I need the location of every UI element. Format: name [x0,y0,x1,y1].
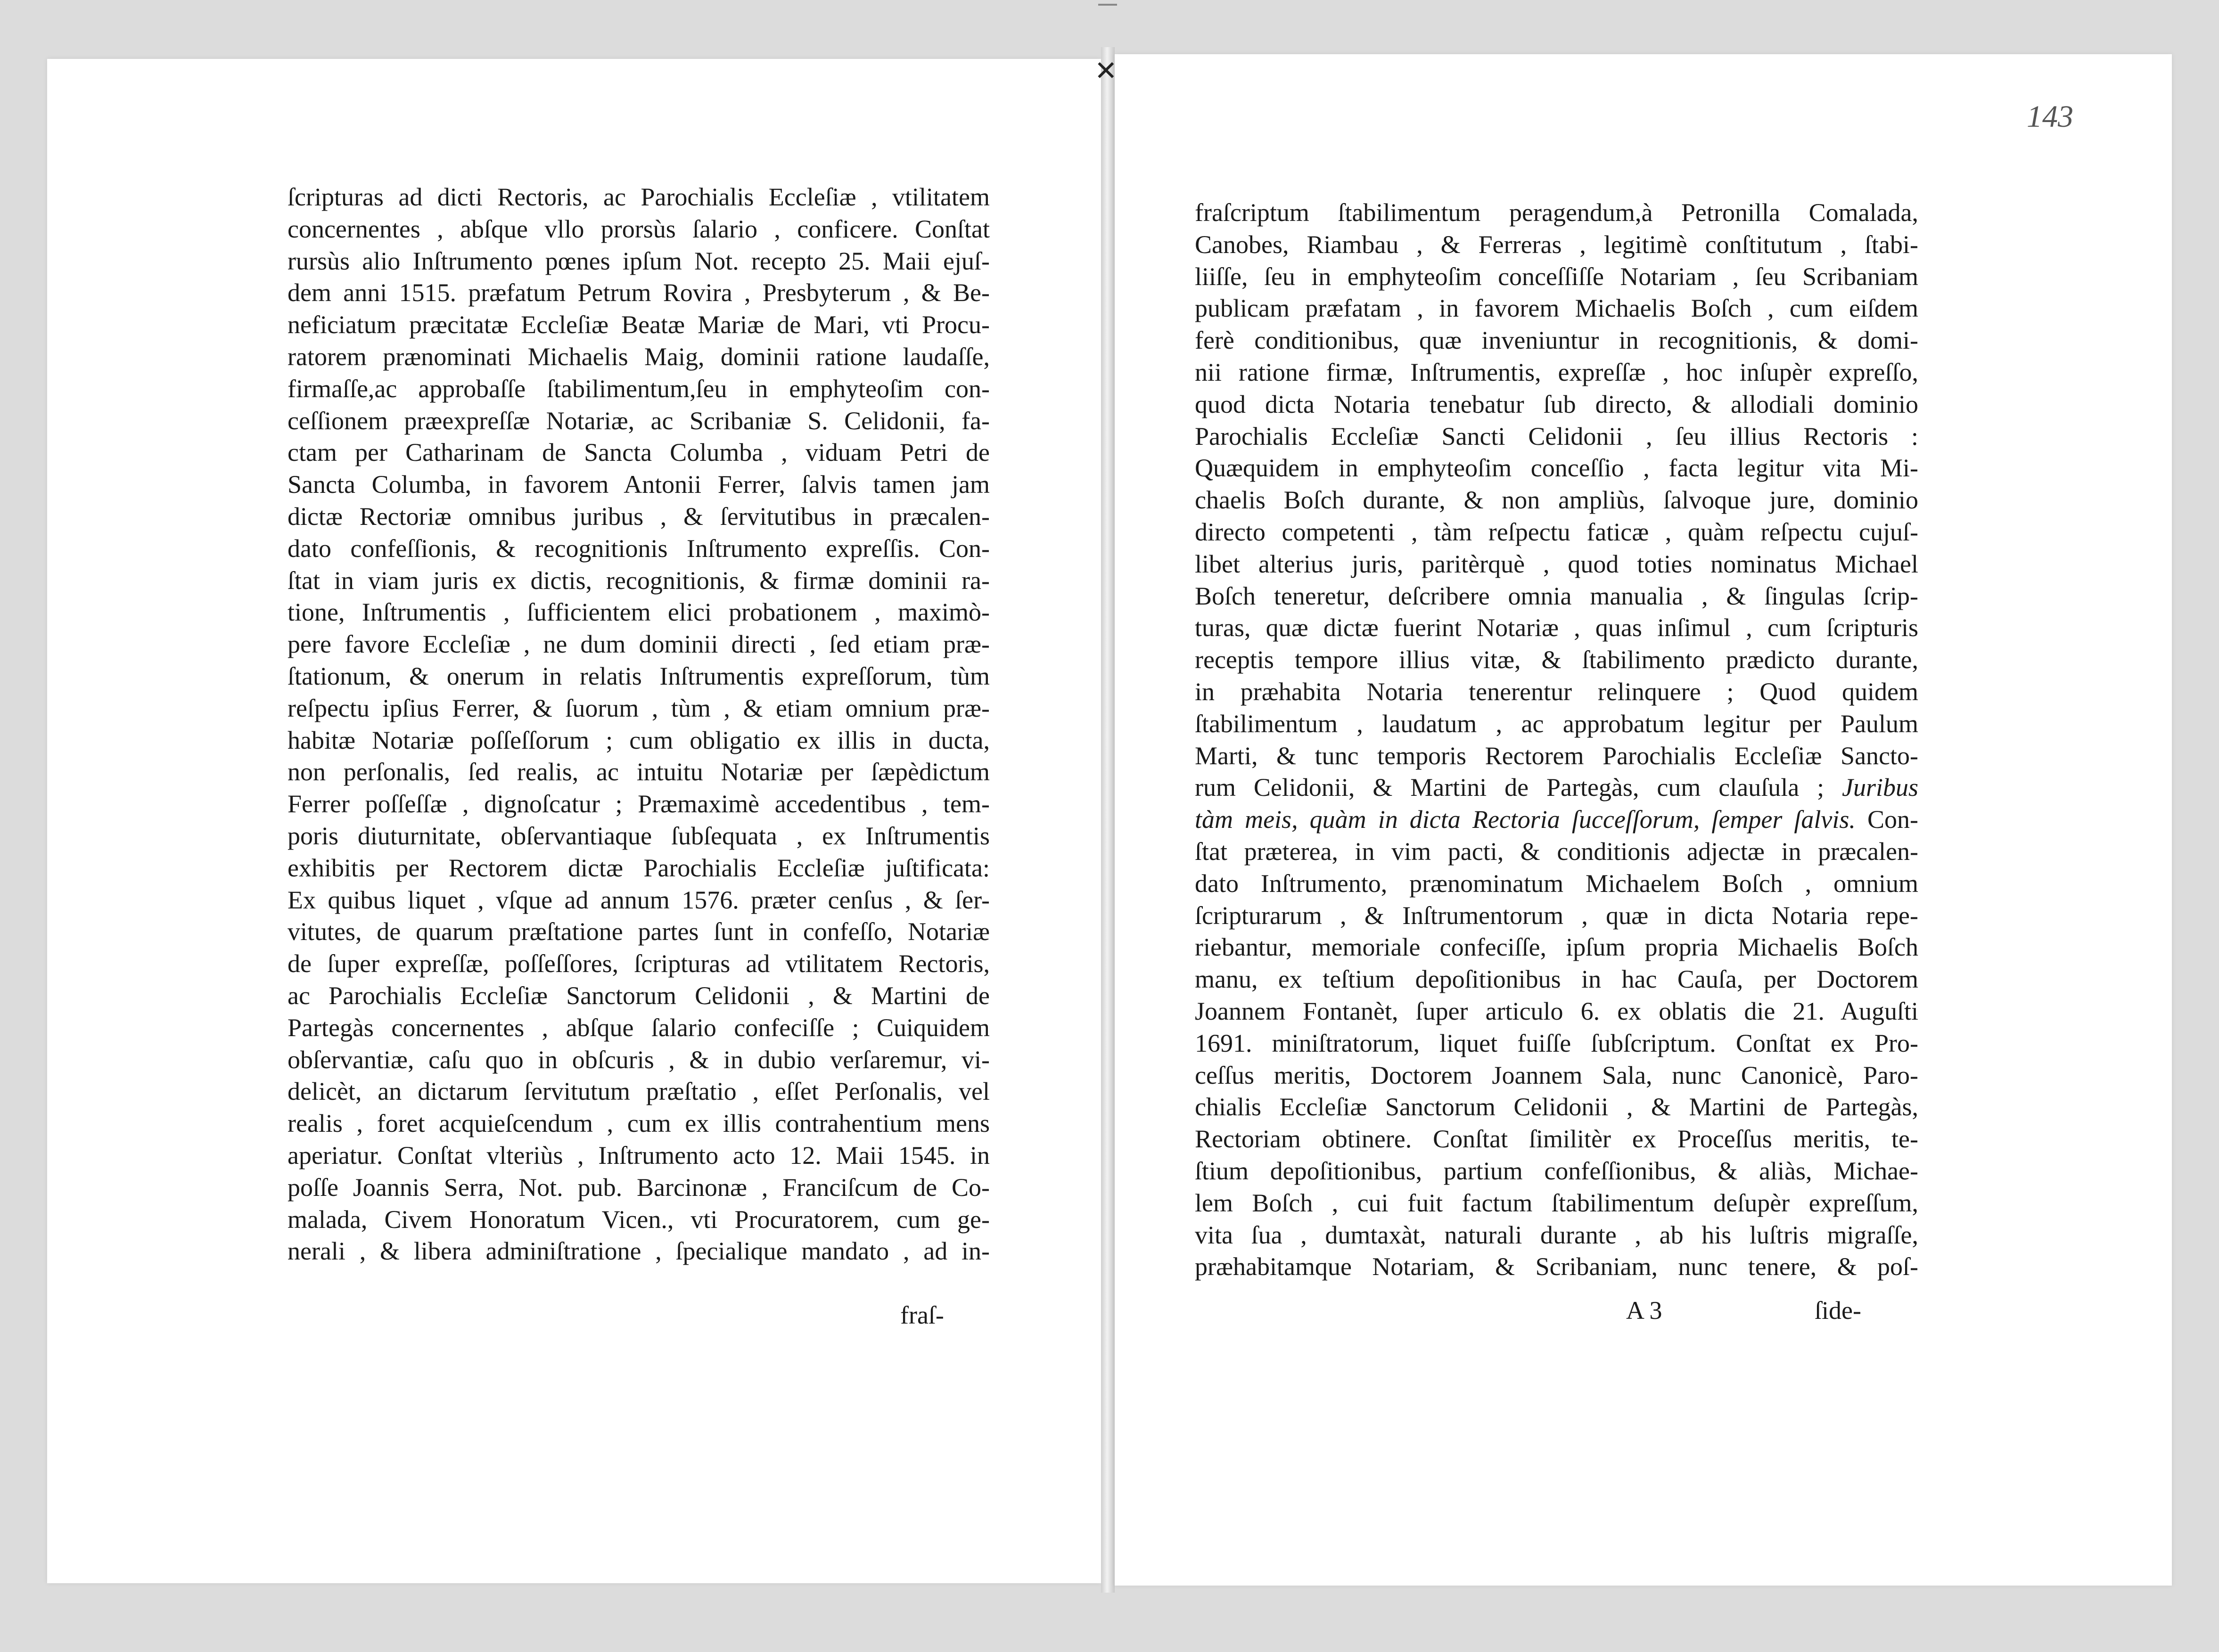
text-line: dato confeſſionis, & recognitionis Inſtrumento expreſſis. Con- [288,534,990,563]
text-line: vitutes, de quarum præſtatione partes ſunt in confeſſo, Notariæ [288,917,990,946]
text-line: Marti, & tunc temporis Rectorem Parochialis Eccleſiæ Sancto- [1195,741,1918,770]
text-line: libet alterius juris, paritèrquè , quod toties nominatus Michael [1195,549,1918,578]
text-line: firmaſſe,ac approbaſſe ſtabilimentum,ſeu in emphyteoſim con- [288,374,990,403]
binding-thread-mark: ✕ [1094,56,1118,86]
text-line-segment: Con- [1867,805,1919,834]
text-line: ctam per Catharinam de Sancta Columba , viduam Petri de [288,438,990,467]
text-line [1195,772,1918,804]
text-line: ac Parochialis Eccleſiæ Sanctorum Celidonii , & Martini de [288,981,990,1010]
text-line: receptis tempore illius vitæ, & ſtabilimento prædicto durante, [1195,646,1918,674]
text-line: in præhabita Notaria tenerentur relinquere ; Quod quidem [1195,677,1918,706]
signature-mark: A 3 [1626,1296,1662,1325]
text-line: præhabitamque Notariam, & Scribaniam, nunc tenere, & poſ- [1195,1252,1918,1281]
text-line: Rectoriam obtinere. Conſtat ſimilitèr ex Proceſſus meritis, te- [1195,1125,1918,1153]
text-line: reſpectu ipſius Ferrer, & ſuorum , tùm , & etiam omnium præ- [288,694,990,722]
italic-quote-start: Juribus [1842,773,1919,802]
text-line: ſcripturas ad dicti Rectoris, ac Parochialis Eccleſiæ , vtilitatem [288,183,990,211]
top-edge-mark [1098,4,1117,6]
text-line: ſtium depoſitionibus, partium confeſſionibus, & aliàs, Michae- [1195,1156,1918,1185]
left-page-text [288,181,990,1268]
text-line: Ex quibus liquet , vſque ad annum 1576. præter cenſus , & ſer- [288,885,990,914]
text-line: habitæ Notariæ poſſeſſorum ; cum obligatio ex illis in ducta, [288,726,990,754]
text-line: delicèt, an dictarum ſervitutum præſtatio , eſſet Perſonalis, vel [288,1077,990,1106]
text-line: Joannem Fontanèt, ſuper articulo 6. ex oblatis die 21. Auguſti [1195,997,1918,1025]
text-line: Quæquidem in emphyteoſim conceſſio , facta legitur vita Mi- [1195,454,1918,483]
text-line: ratorem prænominati Michaelis Maig, dominii ratione laudaſſe, [288,342,990,371]
text-line: Partegàs concernentes , abſque ſalario confeciſſe ; Cuiquidem [288,1013,990,1042]
text-line: concernentes , abſque vllo prorsùs ſalario , conficere. Conſtat [288,214,990,243]
right-page-text [1195,197,1918,1283]
text-line: fraſcriptum ſtabilimentum peragendum,à Petronilla Comalada, [1195,198,1918,227]
text-line: ferè conditionibus, quæ inveniuntur in recognitionis, & domi- [1195,326,1918,355]
catchword-right: ſide- [1815,1296,1861,1325]
text-line: obſervantiæ, caſu quo in obſcuris , & in dubio verſaremur, vi- [288,1045,990,1074]
text-line: vita ſua , dumtaxàt, naturali durante , ab his luſtris migraſſe, [1195,1220,1918,1249]
text-line: chialis Eccleſiæ Sanctorum Celidonii , & Martini de Partegàs, [1195,1093,1918,1121]
text-line: ſtat in viam juris ex dictis, recognitionis, & firmæ dominii ra- [288,566,990,595]
text-line: dictæ Rectoriæ omnibus juribus , & ſervitutibus in præcalen- [288,502,990,531]
text-line: aperiatur. Conſtat vlteriùs , Inſtrumento acto 12. Maii 1545. in [288,1141,990,1169]
text-line: publicam præfatam , in favorem Michaelis Boſch , cum eiſdem [1195,294,1918,323]
text-line: quod dicta Notaria tenebatur ſub directo, & allodiali dominio [1195,390,1918,418]
text-line: ſtat præterea, in vim pacti, & conditionis adjectæ in præcalen- [1195,837,1918,866]
text-line: ſcripturarum , & Inſtrumentorum , quæ in dicta Notaria repe- [1195,901,1918,930]
text-line: realis , foret acquieſcendum , cum ex illis contrahentium mens [288,1109,990,1138]
text-line: chaelis Boſch durante, & non ampliùs, ſalvoque jure, dominio [1195,486,1918,515]
text-line: de ſuper expreſſæ, poſſeſſores, ſcripturas ad vtilitatem Rectoris, [288,949,990,978]
book-gutter [1101,47,1115,1593]
text-line: directo competenti , tàm reſpectu faticæ , quàm reſpectu cujuſ- [1195,517,1918,546]
text-line: riebantur, memoriale confeciſſe, ipſum propria Michaelis Boſch [1195,933,1918,962]
text-line: Boſch teneretur, deſcribere omnia manualia , & ſingulas ſcrip- [1195,581,1918,610]
text-line: ceſſus meritis, Doctorem Joannem Sala, nunc Canonicè, Paro- [1195,1061,1918,1089]
text-line: dato Inſtrumento, prænominatum Michaelem Boſch , omnium [1195,869,1918,898]
catchword-left: fraſ- [900,1301,944,1329]
text-line: Parochialis Eccleſiæ Sancti Celidonii , ſeu illius Rectoris : [1195,422,1918,450]
text-line: poſſe Joannis Serra, Not. pub. Barcinonæ , Franciſcum de Co- [288,1173,990,1202]
text-line: 1691. miniſtratorum, liquet fuiſſe ſubſcriptum. Conſtat ex Pro- [1195,1029,1918,1057]
text-line: poris diuturnitate, obſervantiaque ſubſequata , ex Inſtrumentis [288,821,990,850]
text-line: turas, quæ dictæ fuerint Notariæ , quas inſimul , cum ſcripturis [1195,613,1918,642]
text-line: manu, ex teſtium depoſitionibus in hac Cauſa, per Doctorem [1195,965,1918,994]
text-line: exhibitis per Rectorem dictæ Parochialis Eccleſiæ juſtificata: [288,853,990,882]
text-line: ceſſionem præexpreſſæ Notariæ, ac Scribaniæ S. Celidonii, fa- [288,406,990,435]
text-line: liiſſe, ſeu in emphyteoſim conceſſiſſe Notariam , ſeu Scribaniam [1195,262,1918,291]
text-line: pere favore Eccleſiæ , ne dum dominii directi , ſed etiam præ- [288,630,990,659]
text-line: neficiatum præcitatæ Eccleſiæ Beatæ Mariæ de Mari, vti Procu- [288,311,990,339]
text-line: Ferrer poſſeſſæ , dignoſcatur ; Præmaximè accedentibus , tem- [288,790,990,818]
text-line: ſtationum, & onerum in relatis Inſtrumentis expreſſorum, tùm [288,662,990,690]
text-line: Canobes, Riambau , & Ferreras , legitimè conſtitutum , ſtabi- [1195,230,1918,259]
text-line: malada, Civem Honoratum Vicen., vti Procuratorem, cum ge- [288,1205,990,1234]
text-line: ſtabilimentum , laudatum , ac approbatum legitur per Paulum [1195,709,1918,738]
text-line: dem anni 1515. præfatum Petrum Rovira , Presbyterum , & Be- [288,278,990,307]
text-line: rursùs alio Inſtrumento pœnes ipſum Not. recepto 25. Maii ejuſ- [288,246,990,275]
text-line-segment: rum Celidonii, & Martini de Partegàs, cum clauſula ; [1195,773,1825,802]
text-line: Sancta Columba, in favorem Antonii Ferrer, ſalvis tamen jam [288,470,990,499]
text-line: nerali , & libera adminiſtratione , ſpecialique mandato , ad in- [288,1237,990,1266]
folio-number: 143 [2027,99,2073,134]
text-line: tione, Inſtrumentis , ſufficientem elici probationem , maximò- [288,598,990,627]
text-line [1195,804,1918,836]
italic-quote: tàm meis, quàm in dicta Rectoria ſucceſſorum, ſemper ſalvis. [1195,805,1856,834]
text-line: lem Boſch , cui fuit factum ſtabilimentum deſupèr expreſſum, [1195,1188,1918,1217]
text-line: non perſonalis, ſed realis, ac intuitu Notariæ per ſæpèdictum [288,758,990,786]
text-line: nii ratione firmæ, Inſtrumentis, expreſſæ , hoc inſupèr expreſſo, [1195,358,1918,386]
